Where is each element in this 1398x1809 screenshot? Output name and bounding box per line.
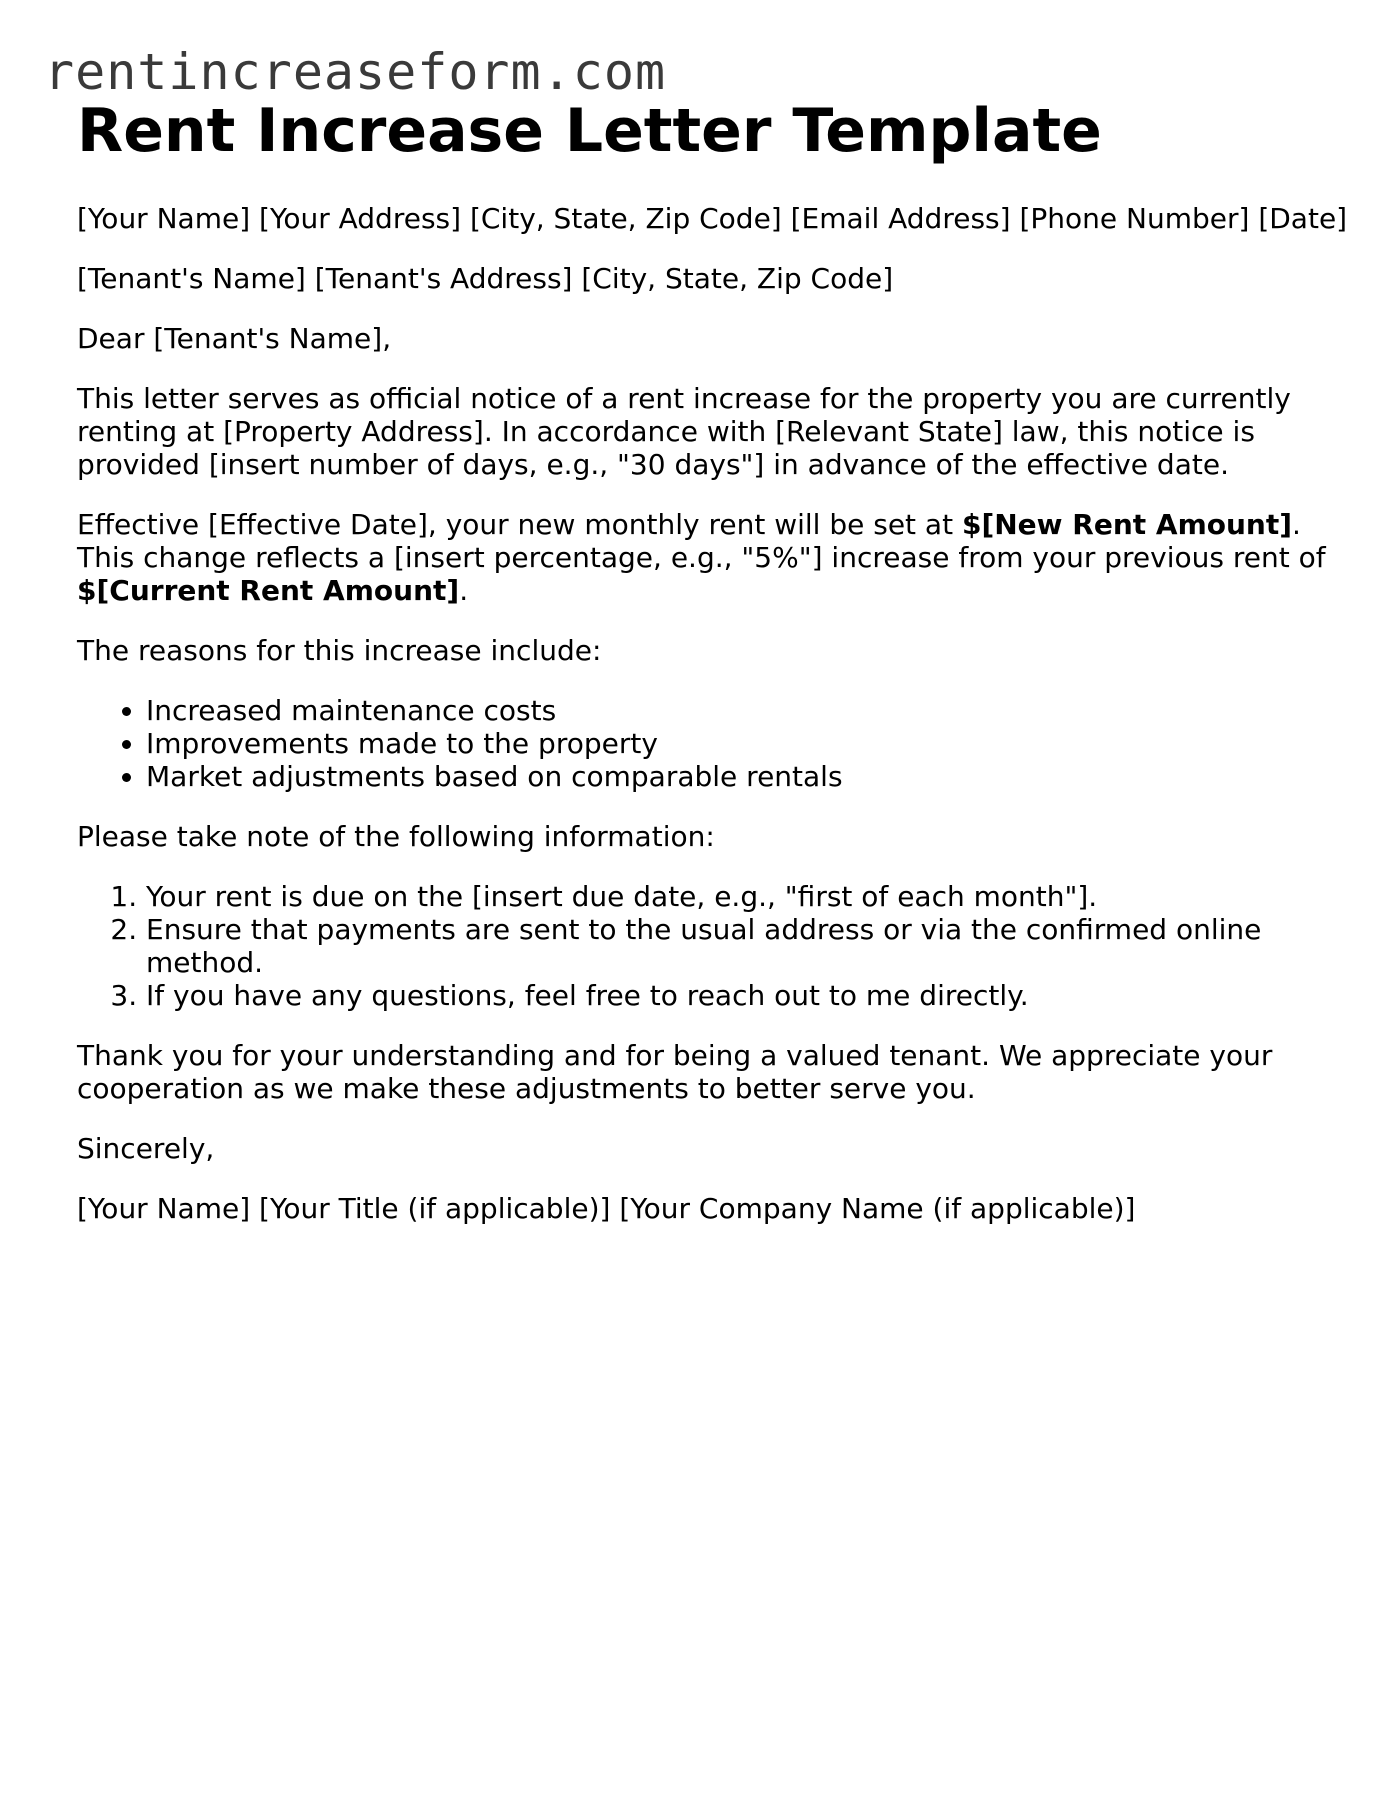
salutation: Dear [Tenant's Name], (77, 322, 392, 355)
list-item: • Market adjustments based on comparable rentals (146, 760, 1337, 793)
signature-block: [Your Name] [Your Title (if applicable)] [Your Company Name (if applicable)] (77, 1192, 1136, 1225)
recipient-block: [Tenant's Name] [Tenant's Address] [City, State, Zip Code] (77, 262, 894, 295)
list-item: 1. Your rent is due on the [insert due date, e.g., "first of each month"]. (146, 880, 1337, 913)
current-rent-amount: $[Current Rent Amount] (77, 574, 460, 607)
list-item: • Improvements made to the property (146, 727, 1337, 760)
rent-text-part1: Effective [Effective Date], your new monthly rent will be set at (77, 508, 962, 541)
sign-off: Sincerely, (77, 1132, 215, 1165)
closing-paragraph: Thank you for your understanding and for being a valued tenant. We appreciate your cooperation as we make these adjustments to better serve you. (77, 1039, 1273, 1105)
letter-document (77, 96, 1348, 1252)
intro-paragraph: This letter serves as official notice of a rent increase for the property you are currently renting at [Property Address]. In accordance with [Relevant State] law, this notice is provided [insert number of days, e.g., "30 days"] in advance of the effective date. (77, 382, 1291, 481)
new-rent-amount: $[New Rent Amount] (961, 508, 1293, 541)
notes-intro: Please take note of the following information: (77, 820, 715, 853)
reasons-list (77, 694, 1337, 793)
page-title: Rent Increase Letter Template (77, 96, 1102, 166)
list-item: • Increased maintenance costs (146, 694, 1337, 727)
rent-paragraph (77, 508, 1337, 607)
reasons-intro: The reasons for this increase include: (77, 634, 602, 667)
sender-block: [Your Name] [Your Address] [City, State, Zip Code] [Email Address] [Phone Number] [Date] (77, 202, 1348, 235)
notes-list (77, 880, 1337, 1012)
rent-text-part2: . This change reflects a [insert percentage, e.g., "5%"] increase from your previous rent of (77, 508, 1326, 574)
list-item: 2. Ensure that payments are sent to the usual address or via the confirmed online method. (146, 913, 1337, 979)
site-watermark: rentincreaseform.com (44, 43, 667, 101)
rent-text-part3: . (459, 574, 469, 607)
list-item: 3. If you have any questions, feel free to reach out to me directly. (146, 979, 1337, 1012)
